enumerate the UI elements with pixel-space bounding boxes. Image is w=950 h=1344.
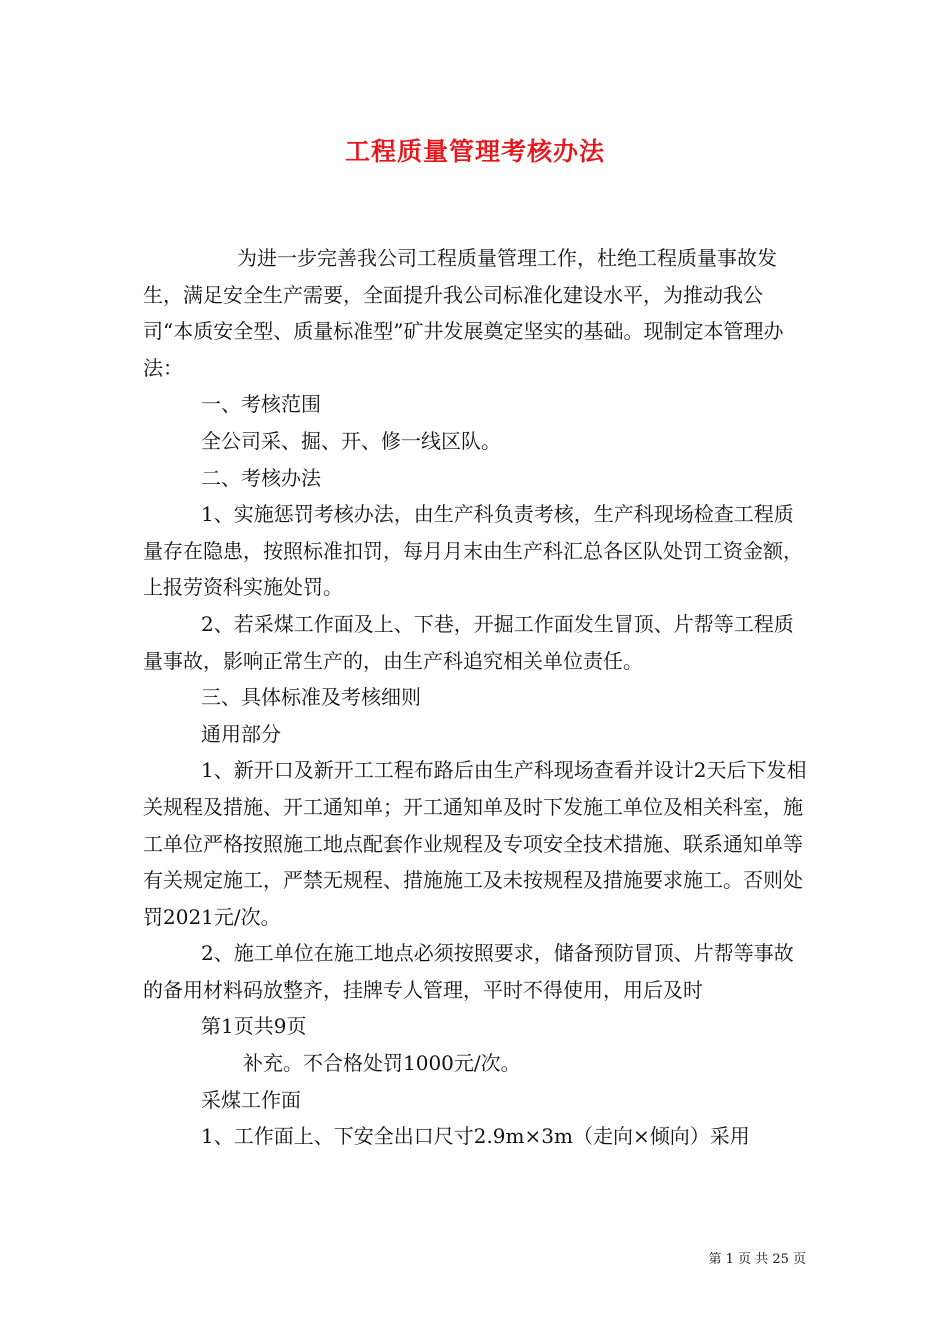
general-item-2: 2、施工单位在施工地点必须按照要求，储备预防冒顶、片帮等事故的备用材料码放整齐，挂牌专人管理，平时不得使用，用后及时 <box>143 941 794 1002</box>
page-footer: 第 1 页 共 25 页 <box>708 1252 806 1267</box>
method-item-1: 1、实施惩罚考核办法，由生产科负责考核，生产科现场检查工程质量存在隐患，按照标准扣罚，每月月末由生产科汇总各区队处罚工资金额，上报劳资科实施处罚。 <box>143 502 803 600</box>
section-heading-scope: 一、考核范围 <box>201 392 321 417</box>
method-item-2: 2、若采煤工作面及上、下巷，开掘工作面发生冒顶、片帮等工程质量事故，影响正常生产的，由生产科追究相关单位责任。 <box>143 611 794 673</box>
section-heading-method: 二、考核办法 <box>201 465 321 490</box>
continuation-paragraph: 补充。不合格处罚1000元/次。 <box>243 1051 521 1076</box>
coal-face-item-1: 1、工作面上、下安全出口尺寸2.9m×3m（走向×倾向）采用 <box>201 1124 750 1149</box>
section-heading-standards: 三、具体标准及考核细则 <box>201 685 421 710</box>
document-title: 工程质量管理考核办法 <box>344 137 605 166</box>
subheading-coal-face: 采煤工作面 <box>201 1087 301 1112</box>
document-body <box>143 240 813 1155</box>
intro-paragraph: 为进一步完善我公司工程质量管理工作，杜绝工程质量事故发生，满足安全生产需要，全面提升我公司标准化建设水平，为推动我公司“本质安全型、质量标准型”矿井发展奠定坚实的基础。现制定本管理办法： <box>143 246 784 380</box>
scope-paragraph: 全公司采、掘、开、修一线区队。 <box>201 428 501 453</box>
general-item-1: 1、新开口及新开工工程布路后由生产科现场查看并设计2天后下发相关规程及措施、开工通知单；开工通知单及时下发施工单位及相关科室，施工单位严格按照施工地点配套作业规程及专项安全技术措施、联系通知单等有关规定施工，严禁无规程、措施施工及未按规程及措施要求施工。否则处罚2021元/次。 <box>143 758 807 929</box>
subheading-general: 通用部分 <box>201 721 281 746</box>
inner-page-number: 第1页共9页 <box>201 1014 307 1039</box>
